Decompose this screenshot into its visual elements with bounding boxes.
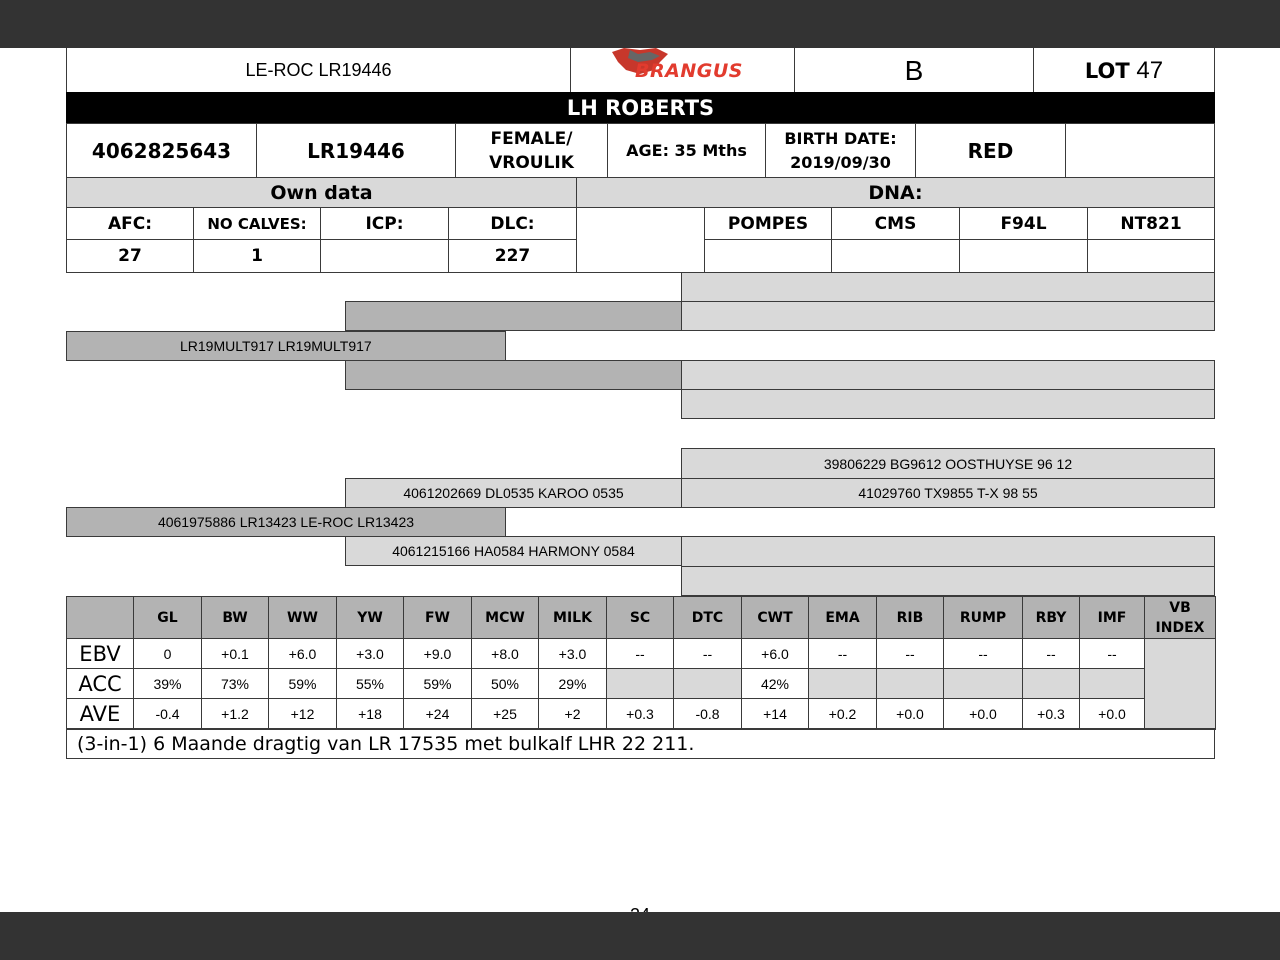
dna-blank-cell	[576, 207, 705, 273]
ebv-cell-ave-cwt: +14	[741, 698, 809, 730]
own-data-title: Own data	[66, 177, 577, 208]
ebv-cell-acc-sc	[606, 668, 674, 699]
ebv-header-rby: RBY	[1022, 596, 1080, 639]
pedigree-sire-dam-dam	[681, 389, 1215, 419]
ebv-cell-ave-imf: +0.0	[1079, 698, 1145, 730]
ebv-cell-ave-yw: +18	[336, 698, 404, 730]
animal-age: AGE: 35 Mths	[607, 123, 766, 178]
ebv-header-dtc: DTC	[673, 596, 742, 639]
dna-value-f94l	[959, 239, 1088, 273]
ebv-header-sc: SC	[606, 596, 674, 639]
ebv-cell-ebv-gl: 0	[133, 638, 202, 669]
ebv-cell-acc-fw: 59%	[403, 668, 472, 699]
ebv-cell-acc-cwt: 42%	[741, 668, 809, 699]
ebv-cell-acc-imf	[1079, 668, 1145, 699]
ebv-header-vb-index: VB INDEX	[1144, 596, 1216, 639]
own-data-header-no-calves: NO CALVES:	[193, 207, 321, 240]
ebv-cell-ebv-milk: +3.0	[538, 638, 607, 669]
ebv-cell-acc-ema	[808, 668, 877, 699]
own-data-header-icp: ICP:	[320, 207, 449, 240]
ebv-header-ema: EMA	[808, 596, 877, 639]
ebv-vb-index-value	[1144, 638, 1216, 730]
ebv-cell-ebv-rump: --	[943, 638, 1023, 669]
ebv-header-mcw: MCW	[471, 596, 539, 639]
ebv-cell-ebv-mcw: +8.0	[471, 638, 539, 669]
animal-sex: FEMALE/ VROULIK	[455, 123, 608, 178]
ebv-cell-acc-gl: 39%	[133, 668, 202, 699]
animal-id: 4062825643	[66, 123, 257, 178]
own-data-value-icp	[320, 239, 449, 273]
animal-reg: LR19446	[256, 123, 456, 178]
ebv-cell-ave-milk: +2	[538, 698, 607, 730]
dna-header-cms: CMS	[831, 207, 960, 240]
pedigree-sire-sire-sire	[681, 272, 1215, 302]
pedigree-sire-dam-sire	[681, 360, 1215, 390]
ebv-cell-ebv-imf: --	[1079, 638, 1145, 669]
ebv-cell-ave-rib: +0.0	[876, 698, 944, 730]
dna-value-nt821	[1087, 239, 1215, 273]
dna-header-f94l: F94L	[959, 207, 1088, 240]
dna-title: DNA:	[576, 177, 1215, 208]
ebv-header-bw: BW	[201, 596, 269, 639]
lot-label: LOT	[1084, 58, 1130, 83]
ebv-cell-ebv-ema: --	[808, 638, 877, 669]
ebv-cell-acc-rump	[943, 668, 1023, 699]
ebv-cell-ave-ema: +0.2	[808, 698, 877, 730]
dna-header-pompes: POMPES	[704, 207, 832, 240]
pedigree-sire-sire	[345, 301, 682, 331]
ebv-cell-acc-rib	[876, 668, 944, 699]
animal-color: RED	[915, 123, 1066, 178]
viewer-top-bar-overlay	[0, 0, 1280, 48]
ebv-cell-acc-dtc	[673, 668, 742, 699]
animal-birth-date: BIRTH DATE: 2019/09/30	[765, 123, 916, 178]
viewer-bottom-bar	[0, 912, 1280, 960]
ebv-cell-ebv-yw: +3.0	[336, 638, 404, 669]
ebv-cell-ave-fw: +24	[403, 698, 472, 730]
ebv-header-fw: FW	[403, 596, 472, 639]
own-data-header-dlc: DLC:	[448, 207, 577, 240]
ebv-header-rib: RIB	[876, 596, 944, 639]
ebv-row-label-acc: ACC	[66, 668, 134, 699]
ebv-cell-acc-yw: 55%	[336, 668, 404, 699]
ebv-cell-ave-rump: +0.0	[943, 698, 1023, 730]
own-data-value-afc: 27	[66, 239, 194, 273]
lot-number: 47	[1136, 56, 1164, 84]
ebv-cell-acc-mcw: 50%	[471, 668, 539, 699]
ebv-cell-ave-ww: +12	[268, 698, 337, 730]
breeder-title: LH ROBERTS	[66, 92, 1215, 124]
ebv-row-label-ebv: EBV	[66, 638, 134, 669]
pedigree-sire: LR19MULT917 LR19MULT917	[66, 331, 506, 361]
ebv-cell-acc-bw: 73%	[201, 668, 269, 699]
pedigree-dam-dam-sire	[681, 536, 1215, 567]
ebv-cell-ave-bw: +1.2	[201, 698, 269, 730]
ebv-cell-ave-sc: +0.3	[606, 698, 674, 730]
own-data-value-no-calves: 1	[193, 239, 321, 273]
ebv-cell-acc-ww: 59%	[268, 668, 337, 699]
ebv-header-milk: MILK	[538, 596, 607, 639]
ebv-row-label-ave: AVE	[66, 698, 134, 730]
pedigree-dam-sire-sire: 39806229 BG9612 OOSTHUYSE 96 12	[681, 448, 1215, 479]
pedigree-dam-sire-dam: 41029760 TX9855 T-X 98 55	[681, 478, 1215, 508]
ebv-header-yw: YW	[336, 596, 404, 639]
dna-header-nt821: NT821	[1087, 207, 1215, 240]
ebv-cell-acc-milk: 29%	[538, 668, 607, 699]
ebv-cell-ebv-rib: --	[876, 638, 944, 669]
ebv-cell-ebv-ww: +6.0	[268, 638, 337, 669]
dna-value-pompes	[704, 239, 832, 273]
ebv-cell-ave-rby: +0.3	[1022, 698, 1080, 730]
pedigree-dam-dam-dam	[681, 566, 1215, 596]
ebv-cell-ave-mcw: +25	[471, 698, 539, 730]
ebv-cell-ebv-bw: +0.1	[201, 638, 269, 669]
pedigree-sire-dam	[345, 360, 682, 390]
sire-line-cell: LE-ROC LR19446	[66, 40, 571, 93]
pedigree-dam-sire: 4061202669 DL0535 KAROO 0535	[345, 478, 682, 508]
ebv-cell-ebv-sc: --	[606, 638, 674, 669]
ebv-cell-ebv-fw: +9.0	[403, 638, 472, 669]
brangus-logo: BRANGUS	[605, 48, 760, 84]
grade-cell: B	[794, 40, 1034, 93]
ebv-header-ww: WW	[268, 596, 337, 639]
ebv-cell-acc-rby	[1022, 668, 1080, 699]
ebv-cell-ave-dtc: -0.8	[673, 698, 742, 730]
ebv-cell-ebv-cwt: +6.0	[741, 638, 809, 669]
pedigree-dam-dam: 4061215166 HA0584 HARMONY 0584	[345, 536, 682, 566]
own-data-value-dlc: 227	[448, 239, 577, 273]
ebv-header-rump: RUMP	[943, 596, 1023, 639]
animal-extra	[1065, 123, 1215, 178]
comment-row: (3-in-1) 6 Maande dragtig van LR 17535 met bulkalf LHR 22 211.	[66, 728, 1215, 759]
ebv-header-gl: GL	[133, 596, 202, 639]
dna-value-cms	[831, 239, 960, 273]
ebv-cell-ave-gl: -0.4	[133, 698, 202, 730]
own-data-header-afc: AFC:	[66, 207, 194, 240]
ebv-header-corner	[66, 596, 134, 639]
pedigree-dam: 4061975886 LR13423 LE-ROC LR13423	[66, 507, 506, 537]
ebv-cell-ebv-rby: --	[1022, 638, 1080, 669]
ebv-cell-ebv-dtc: --	[673, 638, 742, 669]
pedigree-sire-sire-dam	[681, 301, 1215, 331]
page-number	[600, 900, 680, 912]
ebv-header-cwt: CWT	[741, 596, 809, 639]
ebv-header-imf: IMF	[1079, 596, 1145, 639]
